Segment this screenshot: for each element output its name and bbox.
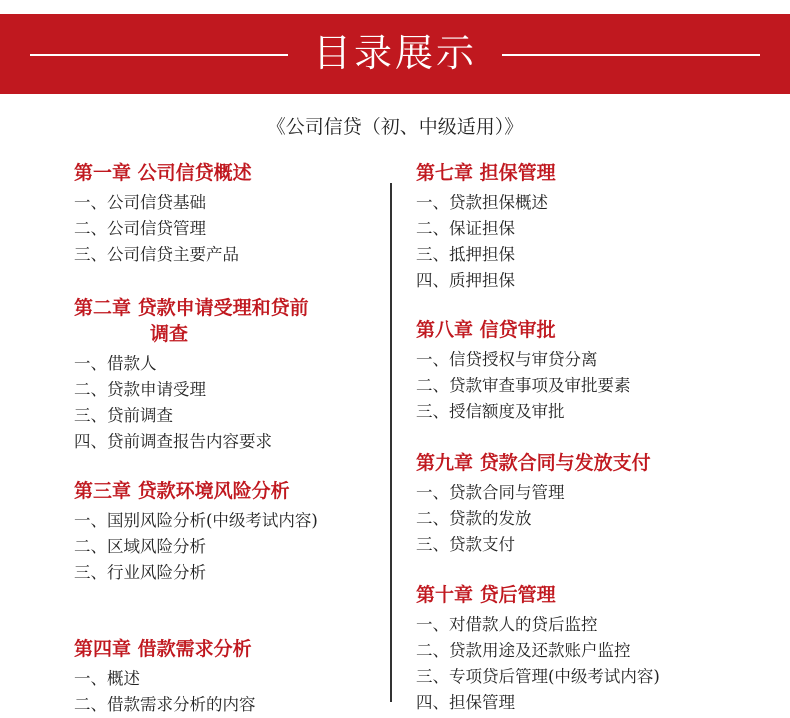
chapter-1 bbox=[74, 160, 374, 268]
chapter-title bbox=[74, 295, 374, 347]
list-item: 一、对借款人的贷后监控 bbox=[416, 615, 598, 634]
chapter-title-continuation: 调查 bbox=[150, 323, 189, 345]
list-item: 三、行业风险分析 bbox=[74, 563, 206, 582]
header-line-left bbox=[30, 54, 288, 56]
list-item: 三、专项贷后管理(中级考试内容) bbox=[416, 667, 660, 686]
chapter-items bbox=[74, 190, 374, 268]
list-item: 三、贷前调查 bbox=[74, 406, 173, 425]
list-item: 一、公司信贷基础 bbox=[74, 193, 206, 212]
header-banner bbox=[0, 14, 790, 94]
chapter-items bbox=[74, 666, 374, 718]
chapter-items bbox=[74, 508, 374, 586]
list-item: 三、抵押担保 bbox=[416, 245, 515, 264]
header-line-right bbox=[502, 54, 760, 56]
chapter-title bbox=[416, 160, 716, 186]
chapter-title-text: 第二章 贷款申请受理和贷前 bbox=[74, 297, 309, 319]
list-item: 二、贷款审查事项及审批要素 bbox=[416, 376, 631, 395]
list-item: 一、信贷授权与审贷分离 bbox=[416, 350, 598, 369]
list-item: 二、保证担保 bbox=[416, 219, 515, 238]
list-item: 三、贷款支付 bbox=[416, 535, 515, 554]
chapter-items bbox=[416, 612, 716, 716]
list-item: 四、贷前调查报告内容要求 bbox=[74, 432, 272, 451]
list-item: 四、担保管理 bbox=[416, 693, 515, 712]
list-item: 二、借款需求分析的内容 bbox=[74, 695, 256, 714]
chapter-items bbox=[416, 190, 716, 294]
chapter-title bbox=[74, 636, 374, 662]
chapter-title-text: 第四章 借款需求分析 bbox=[74, 638, 252, 660]
list-item: 二、区域风险分析 bbox=[74, 537, 206, 556]
list-item: 一、国别风险分析(中级考试内容) bbox=[74, 511, 318, 530]
chapter-title-text: 第八章 信贷审批 bbox=[416, 319, 556, 341]
list-item: 四、质押担保 bbox=[416, 271, 515, 290]
list-item: 一、借款人 bbox=[74, 354, 157, 373]
list-item: 二、公司信贷管理 bbox=[74, 219, 206, 238]
chapter-items bbox=[74, 351, 374, 455]
chapter-title-text: 第七章 担保管理 bbox=[416, 162, 556, 184]
chapter-title bbox=[416, 450, 716, 476]
chapter-title bbox=[416, 317, 716, 343]
chapter-items bbox=[416, 480, 716, 558]
chapter-9 bbox=[416, 450, 716, 558]
chapter-items bbox=[416, 347, 716, 425]
chapter-title bbox=[74, 478, 374, 504]
chapter-title-text: 第一章 公司信贷概述 bbox=[74, 162, 252, 184]
chapter-8 bbox=[416, 317, 716, 425]
chapter-title bbox=[74, 160, 374, 186]
list-item: 二、贷款申请受理 bbox=[74, 380, 206, 399]
list-item: 一、概述 bbox=[74, 669, 140, 688]
column-divider bbox=[390, 183, 392, 702]
list-item: 一、贷款担保概述 bbox=[416, 193, 548, 212]
chapter-4 bbox=[74, 636, 374, 718]
chapter-3 bbox=[74, 478, 374, 586]
chapter-10 bbox=[416, 582, 716, 716]
chapter-title-text: 第三章 贷款环境风险分析 bbox=[74, 480, 290, 502]
list-item: 二、贷款用途及还款账户监控 bbox=[416, 641, 631, 660]
chapter-2 bbox=[74, 295, 374, 455]
list-item: 二、贷款的发放 bbox=[416, 509, 532, 528]
chapter-7 bbox=[416, 160, 716, 294]
list-item: 三、公司信贷主要产品 bbox=[74, 245, 239, 264]
chapter-title-text: 第十章 贷后管理 bbox=[416, 584, 556, 606]
list-item: 一、贷款合同与管理 bbox=[416, 483, 565, 502]
list-item: 三、授信额度及审批 bbox=[416, 402, 565, 421]
page-title: 目录展示 bbox=[312, 31, 477, 75]
chapter-title-text: 第九章 贷款合同与发放支付 bbox=[416, 452, 651, 474]
book-title: 《公司信贷（初、中级适用）》 bbox=[266, 116, 524, 138]
chapter-title bbox=[416, 582, 716, 608]
